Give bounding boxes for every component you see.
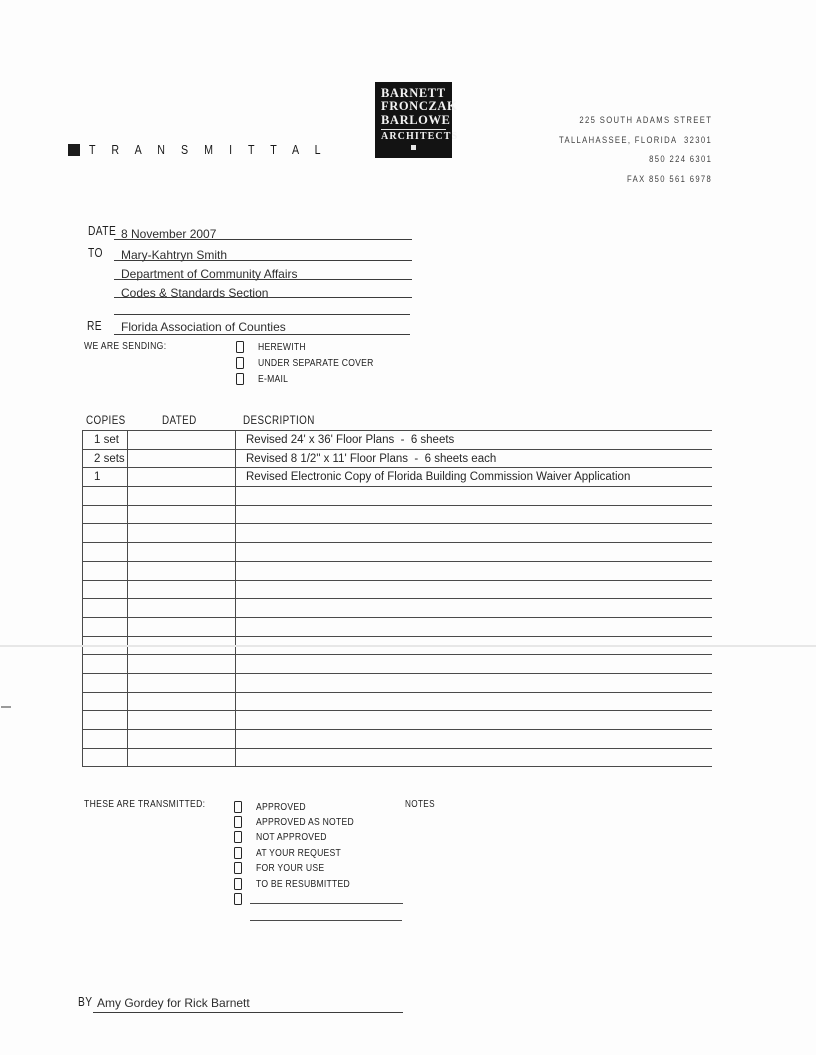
cell-copies: 1 — [83, 468, 128, 486]
cell-description: Revised 8 1/2" x 11' Floor Plans - 6 sheets each — [246, 452, 497, 465]
checkbox-not-approved — [234, 831, 242, 843]
cell-description — [236, 524, 712, 542]
cell-description: Revised 24' x 36' Floor Plans - 6 sheets — [246, 434, 455, 446]
table-row — [83, 711, 712, 730]
checkbox-under-separate-cover — [236, 357, 244, 369]
table-row — [83, 431, 712, 450]
cell-dated — [128, 468, 236, 486]
option-approved — [234, 799, 375, 814]
these-are-transmitted-label: THESE ARE TRANSMITTED: — [84, 798, 206, 810]
to-field-line — [114, 260, 412, 261]
to-line-1: Mary-Kahtryn Smith — [121, 248, 228, 262]
table-row — [83, 674, 712, 693]
checkbox-label: NOT APPROVED — [256, 831, 327, 844]
checkbox-label: APPROVED — [256, 800, 306, 813]
date-field-line — [114, 239, 412, 240]
cell-copies — [83, 655, 128, 673]
table-row — [83, 450, 712, 469]
table-row — [83, 655, 712, 674]
cell-description — [236, 562, 712, 580]
cell-dated — [128, 655, 236, 673]
cell-description — [236, 599, 712, 617]
page-title — [68, 142, 379, 157]
cell-dated — [128, 711, 236, 729]
checkbox-label: UNDER SEPARATE COVER — [258, 357, 374, 369]
cell-description — [236, 693, 712, 711]
table-row — [83, 506, 712, 525]
scan-artifact-line — [0, 645, 816, 647]
checkbox-label: TO BE RESUBMITTED — [256, 877, 350, 890]
cell-dated — [128, 543, 236, 561]
address-line-3: 850 224 6301 — [648, 154, 712, 164]
table-row — [83, 543, 712, 562]
table-row — [83, 599, 712, 618]
cell-copies — [83, 487, 128, 505]
option-not-approved — [234, 830, 375, 845]
cell-description — [236, 674, 712, 692]
cell-description: Revised Electronic Copy of Florida Building Commission Waiver Application — [246, 471, 631, 484]
cell-dated — [128, 431, 236, 449]
square-bullet-icon — [68, 144, 80, 156]
re-label: RE — [87, 319, 103, 333]
table-row — [83, 524, 712, 543]
cell-dated — [128, 581, 236, 599]
by-label: BY — [78, 995, 93, 1009]
address-line-4: FAX 850 561 6978 — [626, 173, 712, 184]
address-block — [400, 111, 712, 189]
cell-description — [236, 543, 712, 561]
column-header-copies: COPIES — [86, 413, 126, 427]
table-row — [83, 562, 712, 581]
checkbox-e-mail — [236, 373, 244, 385]
logo-line-2: FRONCZAK — [381, 99, 458, 114]
re-field-line — [114, 334, 410, 335]
option-approved-as-noted — [234, 814, 375, 829]
cell-copies — [83, 693, 128, 711]
option-under-separate-cover — [236, 355, 399, 371]
cell-copies — [83, 749, 128, 767]
column-header-dated: DATED — [162, 413, 197, 427]
to-field-line — [114, 297, 412, 298]
cell-dated — [128, 730, 236, 748]
cell-copies — [83, 711, 128, 729]
option-for-your-use — [234, 861, 375, 876]
checkbox-herewith — [236, 341, 244, 353]
option-e-mail — [236, 371, 399, 387]
cell-copies — [83, 506, 128, 524]
cell-description — [236, 730, 712, 748]
checkbox-approved-as-noted — [234, 816, 242, 828]
transmittal-label: T R A N S M I T T A L — [89, 142, 328, 157]
cell-copies — [83, 674, 128, 692]
checkbox-label: APPROVED AS NOTED — [256, 816, 354, 829]
cell-copies — [83, 543, 128, 561]
option-herewith — [236, 339, 399, 355]
column-header-description: DESCRIPTION — [243, 413, 315, 427]
write-in-line — [250, 920, 402, 921]
cell-copies — [83, 524, 128, 542]
cell-dated — [128, 562, 236, 580]
to-line-3: Codes & Standards Section — [121, 286, 269, 300]
cell-description — [236, 618, 712, 636]
option-blank — [234, 891, 375, 906]
to-line-2: Department of Community Affairs — [121, 267, 298, 281]
write-in-line — [250, 903, 403, 904]
by-value: Amy Gordey for Rick Barnett — [97, 996, 250, 1010]
cell-copies — [83, 730, 128, 748]
sending-options — [236, 339, 399, 387]
cell-description — [236, 506, 712, 524]
address-line-1: 225 SOUTH ADAMS STREET — [579, 115, 712, 125]
checkbox-label: AT YOUR REQUEST — [256, 846, 342, 859]
checkbox-label: E-MAIL — [258, 373, 289, 385]
option-to-be-resubmitted — [234, 876, 375, 891]
checkbox-label: HEREWITH — [258, 341, 306, 353]
blank-field-line — [114, 314, 410, 315]
checkbox-approved — [234, 801, 242, 813]
to-label: TO — [88, 246, 103, 260]
cell-dated — [128, 450, 236, 468]
to-field-line — [114, 279, 412, 280]
address-line-2: TALLAHASSEE, FLORIDA 32301 — [558, 134, 712, 145]
cell-dated — [128, 618, 236, 636]
cell-dated — [128, 506, 236, 524]
checkbox-at-your-request — [234, 847, 242, 859]
logo-line-1: BARNETT — [381, 86, 446, 100]
scan-artifact-mark — [1, 706, 11, 708]
cell-copies — [83, 581, 128, 599]
checkbox-label: FOR YOUR USE — [256, 862, 325, 875]
logo-line-3: BARLOWE — [381, 112, 451, 127]
cell-dated — [128, 524, 236, 542]
cell-copies — [83, 618, 128, 636]
table-row — [83, 749, 712, 768]
date-label: DATE — [88, 224, 117, 238]
cell-dated — [128, 599, 236, 617]
cell-copies — [83, 599, 128, 617]
cell-description — [236, 749, 712, 767]
cell-description — [236, 581, 712, 599]
we-are-sending-label: WE ARE SENDING: — [84, 340, 167, 352]
cell-description — [236, 487, 712, 505]
cell-dated — [128, 693, 236, 711]
cell-copies: 2 sets — [83, 450, 128, 468]
date-value: 8 November 2007 — [121, 227, 217, 241]
checkbox-to-be-resubmitted — [234, 878, 242, 890]
table-row — [83, 581, 712, 600]
re-value: Florida Association of Counties — [121, 320, 286, 334]
cell-copies: 1 set — [83, 431, 128, 449]
cell-dated — [128, 749, 236, 767]
checkbox-for-your-use — [234, 862, 242, 874]
by-field-line — [93, 1012, 403, 1013]
cell-description — [236, 655, 712, 673]
checkbox-blank — [234, 893, 242, 905]
transmitted-options — [234, 799, 375, 907]
table-row — [83, 693, 712, 712]
option-at-your-request — [234, 845, 375, 860]
cell-copies — [83, 562, 128, 580]
table-row — [83, 618, 712, 637]
cell-description — [236, 711, 712, 729]
logo-subline: ARCHITECTS — [381, 131, 459, 143]
table-row — [83, 487, 712, 506]
cell-dated — [128, 674, 236, 692]
table-row — [83, 730, 712, 749]
table-row — [83, 468, 712, 487]
cell-dated — [128, 487, 236, 505]
items-table — [82, 430, 712, 767]
notes-label: NOTES — [405, 799, 435, 810]
